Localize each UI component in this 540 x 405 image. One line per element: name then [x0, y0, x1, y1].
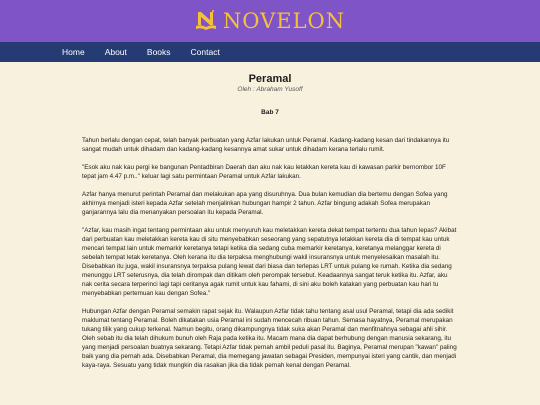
- article-content: [0, 73, 540, 370]
- article-title: Peramal: [248, 73, 292, 85]
- paragraph: "Azfar, kau masih ingat tentang permintaan aku untuk menyuruh kau meletakkan kereta dekat tempat tertentu dua tahun lepas? Akibat dari perbuatan kau meletakkan kereta kau di situ menyebabkan seseorang yang sepatutnya letakkan kereta dia di tempat kau untuk mencari tempat lain untuk memarkir keretanya tetapi ketika dia sedang cuba memarkir keretanya, keretanya melanggar kereta di sebelah tempat letak keretanya. Oleh kerana itu dia terpaksa menghubungi wakil insuransnya untuk menyelesaikan masalah itu. Disebabkan itu juga, wakil insuransnya terpaksa pulang lewat dari biasa dan terlepas LRT untuk pulang ke rumah. Ketika dia sedang menunggu LRT seterusnya, dia telah dirompak dan ditikam oleh perompak tersebut. Keadaannya sangat teruk ketika itu. Azfar, aku nak cerita secara terperinci lagi tapi ceritanya agak rumit untuk kau fahami, di sini aku boleh katakan yang perbuatan kau hari tu menyebabkan pertemuan kau dengan Sofea.": [82, 227, 457, 297]
- nav-home-link[interactable]: Home: [62, 47, 85, 57]
- site-logo[interactable]: [195, 9, 345, 33]
- brand-name: NOVELON: [222, 9, 346, 33]
- site-banner: [0, 0, 540, 42]
- chapter-heading: Bab 7: [261, 109, 279, 116]
- nav-contact-link[interactable]: Contact: [190, 47, 220, 57]
- paragraph: Hubungan Azfar dengan Peramal semakin rapat sejak itu. Walaupun Azfar tidak tahu tentang asal usul Peramal, tetapi dia ada sedikit maklumat tentang Peramal. Boleh dikatakan usia Peramal ini sudah mencecah ribuan tahun. Semasa hayatnya, Peramal merupakan tukang tilik yang cukup terkenal. Namun begitu, orang dikampungnya tidak suka akan Peramal dan menfitnahnya sebagai ahli sihir. Oleh sebab itu dia telah dihukum bunuh oleh Raja pada ketika itu. Macam mana dia dapat berhubung dengan manusia sekarang, itu yang menjadi persoalan buatnya sekarang. Tetapi Azfar tidak pernah ambil peduli pasal itu. Baginya, Peramal merupan "kawan" paling baik yang dia pernah ada. Disebabkan Peramal, dia memegang jawatan sebagai Presiden, mempunyai isteri yang cantik, dan menjadi kaya-raya. Sesuatu yang tidak mungkin dia rasakan jika dia tidak pernah kenal dengan Peramal.: [82, 308, 457, 369]
- paragraph: Azfar hanya menurut perintah Peramal dan melakukan apa yang disuruhnya. Dua bulan kemudian dia bertemu dengan Sofea yang akhirnya menjadi isteri kepada Azfar setelah menjalinkan hubungan hampir 2 tahun. Azfar bingung adakah Sofea merupakan ganjarannya lalu dia menanyakan persoalan itu kepada Peramal.: [82, 191, 448, 216]
- paragraph: "Esok aku nak kau pergi ke bangunan Pentadbiran Daerah dan aku nak kau letakkan kereta kau di kawasan parkir bernombor 10F tepat jam 4.47 p.m.." keluar lagi satu permintaan Peramal untuk Azfar lakukan.: [82, 164, 446, 180]
- nav-books-link[interactable]: Books: [146, 47, 171, 57]
- nav-about-link[interactable]: About: [104, 47, 127, 57]
- book-n-icon: [195, 9, 217, 33]
- main-nav: [0, 42, 540, 62]
- paragraph: Tahun berlalu dengan cepat, telah banyak perbuatan yang Azfar lakukan untuk Peramal. Kadang-kadang kesan dari tindakannya itu sangat mudah untuk dihadam dan kadang-kadang kesannya amat sukar untuk dihadam kerana terlalu rumit.: [82, 137, 450, 153]
- article-author: Oleh : Abraham Yusoff: [237, 86, 303, 93]
